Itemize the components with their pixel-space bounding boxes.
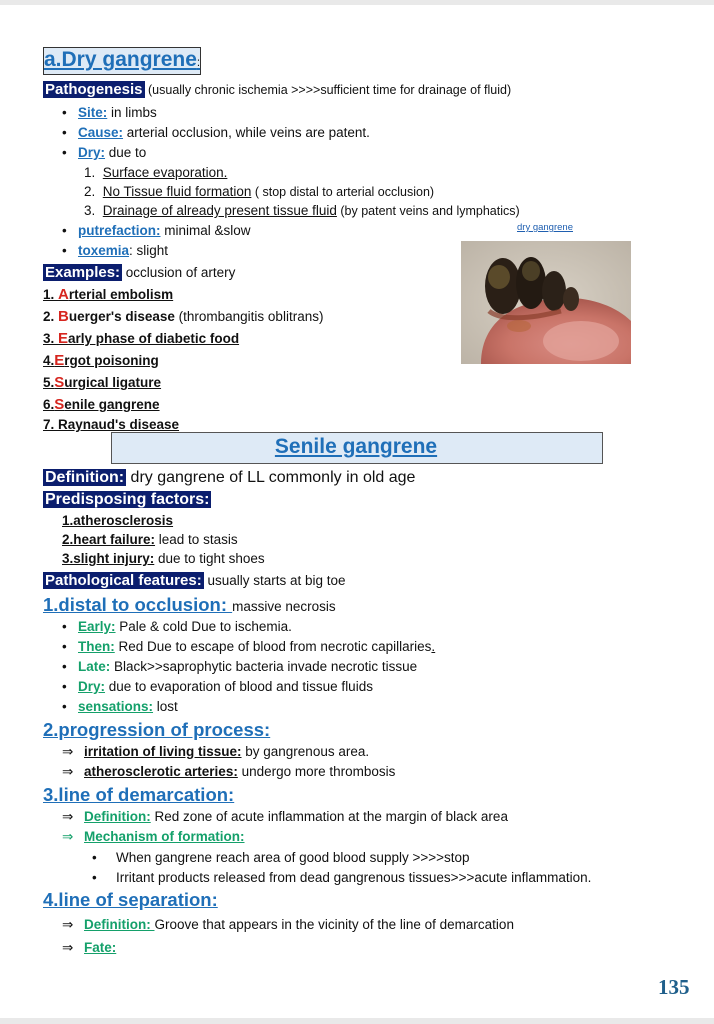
example-6: 6.Senile gangrene: [43, 396, 160, 413]
separation-fate: ⇒ Fate:: [62, 940, 117, 955]
predisposing-label: Predisposing factors:: [45, 491, 210, 508]
separation-definition: ⇒ Definition: Groove that appears in the vicinity of the line of demarcation: [62, 917, 514, 932]
then-item: • Then: Red Due to escape of blood from necrotic capillaries.: [62, 639, 436, 654]
dry-sub-1: 1. Surface evaporation.: [84, 165, 228, 180]
mechanism-bullet-1: • When gangrene reach area of good blood supply >>>>stop: [92, 850, 470, 865]
section-4-heading: 4.line of separation:: [43, 889, 218, 910]
image-caption: dry gangrene: [517, 222, 573, 233]
senile-heading: Senile gangrene: [274, 435, 438, 458]
document-page: [0, 5, 714, 1018]
pathological-label: Pathological features:: [45, 572, 202, 589]
demarcation-definition: ⇒ Definition: Red zone of acute inflammation at the margin of black area: [62, 809, 508, 824]
predisposing-3: 3.slight injury: due to tight shoes: [62, 551, 265, 566]
dry-sub-3: 3. Drainage of already present tissue fluid (by patent veins and lymphatics): [84, 203, 520, 218]
sensations-item: • sensations: lost: [62, 699, 178, 714]
examples-label: Examples:: [45, 264, 121, 281]
examples-line: Examples: occlusion of artery: [45, 264, 236, 281]
pathological-line: Pathological features: usually starts at big toe: [45, 572, 346, 589]
mechanism-bullet-2: • Irritant products released from dead gangrenous tissues>>>acute inflammation.: [92, 870, 592, 885]
example-2: 2. Buerger's disease (thrombangitis oblitrans): [43, 308, 324, 325]
late-item: • Late: Black>>saprophytic bacteria invade necrotic tissue: [62, 659, 418, 674]
early-item: • Early: Pale & cold Due to ischemia.: [62, 619, 292, 634]
predisposing-line: [43, 491, 211, 509]
pathogenesis-label: Pathogenesis: [45, 81, 143, 98]
progression-a: ⇒ irritation of living tissue: by gangrenous area.: [62, 744, 370, 759]
cause-item: • Cause: arterial occlusion, while veins are patent.: [62, 125, 370, 140]
page-number: 135: [658, 975, 690, 999]
site-item: • Site: in limbs: [62, 105, 157, 120]
definition-line: Definition: dry gangrene of LL commonly in old age: [45, 469, 416, 486]
putrefaction-item: • putrefaction: minimal &slow: [62, 223, 251, 238]
section-1-heading: 1.distal to occlusion: massive necrosis: [43, 594, 336, 615]
toxemia-item: • toxemia: slight: [62, 243, 169, 258]
demarcation-mechanism: ⇒ Mechanism of formation:: [62, 829, 245, 844]
dry-sub-2: 2. No Tissue fluid formation ( stop distal to arterial occlusion): [84, 184, 435, 199]
example-1: 1. Arterial embolism: [43, 286, 174, 303]
example-3: 3. Early phase of diabetic food: [43, 330, 240, 347]
example-5: 5.Surgical ligature: [43, 374, 162, 391]
definition-label: Definition:: [45, 469, 125, 486]
predisposing-2: 2.heart failure: lead to stasis: [62, 532, 238, 547]
page-title: a.Dry gangrene:: [44, 48, 201, 71]
progression-b: ⇒ atherosclerotic arteries: undergo more thrombosis: [62, 764, 396, 779]
dry-stage-item: • Dry: due to evaporation of blood and tissue fluids: [62, 679, 373, 694]
section-2-heading: 2.progression of process:: [43, 719, 271, 740]
dry-item: • Dry: due to: [62, 145, 147, 160]
predisposing-1: 1.atherosclerosis: [62, 513, 174, 528]
example-4: 4.Ergot poisoning: [43, 352, 159, 369]
example-7: 7. Raynaud's disease: [43, 417, 180, 432]
section-3-heading: 3.line of demarcation:: [43, 784, 235, 805]
dry-gangrene-photo: [461, 241, 631, 364]
pathogenesis-line: Pathogenesis (usually chronic ischemia >>>>sufficient time for drainage of fluid): [45, 81, 512, 98]
